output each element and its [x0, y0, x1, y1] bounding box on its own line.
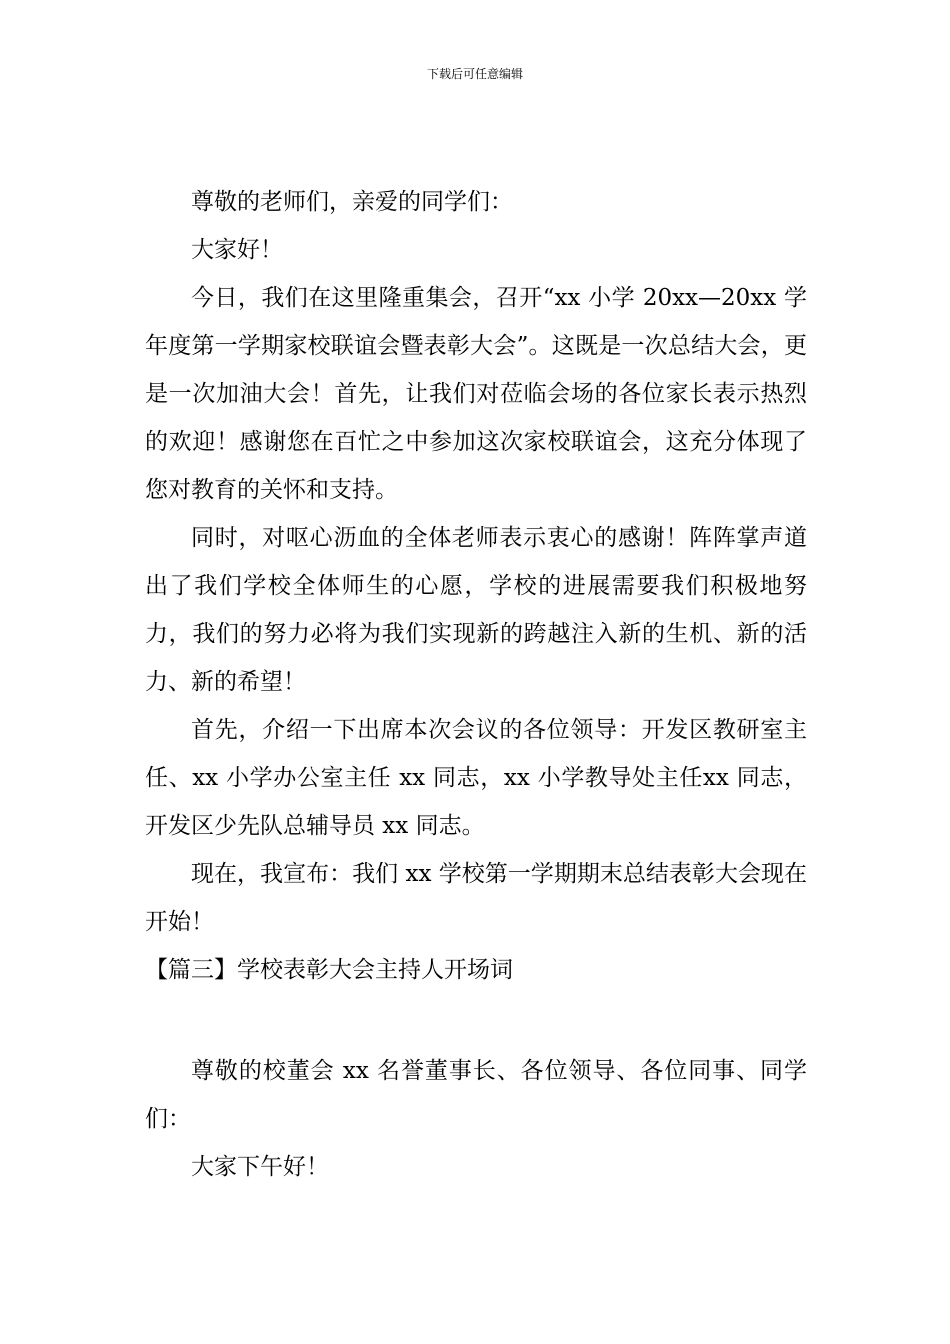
section-spacer — [145, 994, 807, 1047]
greeting: 大家好！ — [191, 237, 283, 263]
greeting-2: 大家下午好！ — [191, 1154, 329, 1180]
paragraph-announcement: 现在，我宣布：我们 xx 学校第一学期期末总结表彰大会现在开始！ — [145, 861, 807, 935]
salutation-2: 尊敬的校董会 xx 名誉董事长、各位领导、各位同事、同学们： — [145, 1058, 807, 1132]
section-title: 【篇三】学校表彰大会主持人开场词 — [145, 957, 513, 983]
document-body — [145, 178, 807, 1191]
page-header-note: 下载后可任意编辑 — [426, 67, 523, 81]
salutation: 尊敬的老师们，亲爱的同学们： — [191, 189, 513, 215]
paragraph-thanks: 同时，对呕心沥血的全体老师表示衷心的感谢！阵阵掌声道出了我们学校全体师生的心愿，学校的进展需要我们积极地努力，我们的努力必将为我们实现新的跨越注入新的生机、新的活力、新的希望！ — [145, 525, 807, 695]
paragraph-leaders: 首先，介绍一下出席本次会议的各位领导：开发区教研室主任、xx 小学办公室主任 xx 同志，xx 小学教导处主任xx 同志，开发区少先队总辅导员 xx 同志。 — [145, 717, 807, 839]
paragraph-opening: 今日，我们在这里隆重集会，召开“xx 小学 20xx—20xx 学年度第一学期家校联谊会暨表彰大会”。这既是一次总结大会，更是一次加油大会！首先，让我们对莅临会场的各位家长表示热烈的欢迎！感谢您在百忙之中参加这次家校联谊会，这充分体现了您对教育的关怀和支持。 — [145, 285, 807, 503]
